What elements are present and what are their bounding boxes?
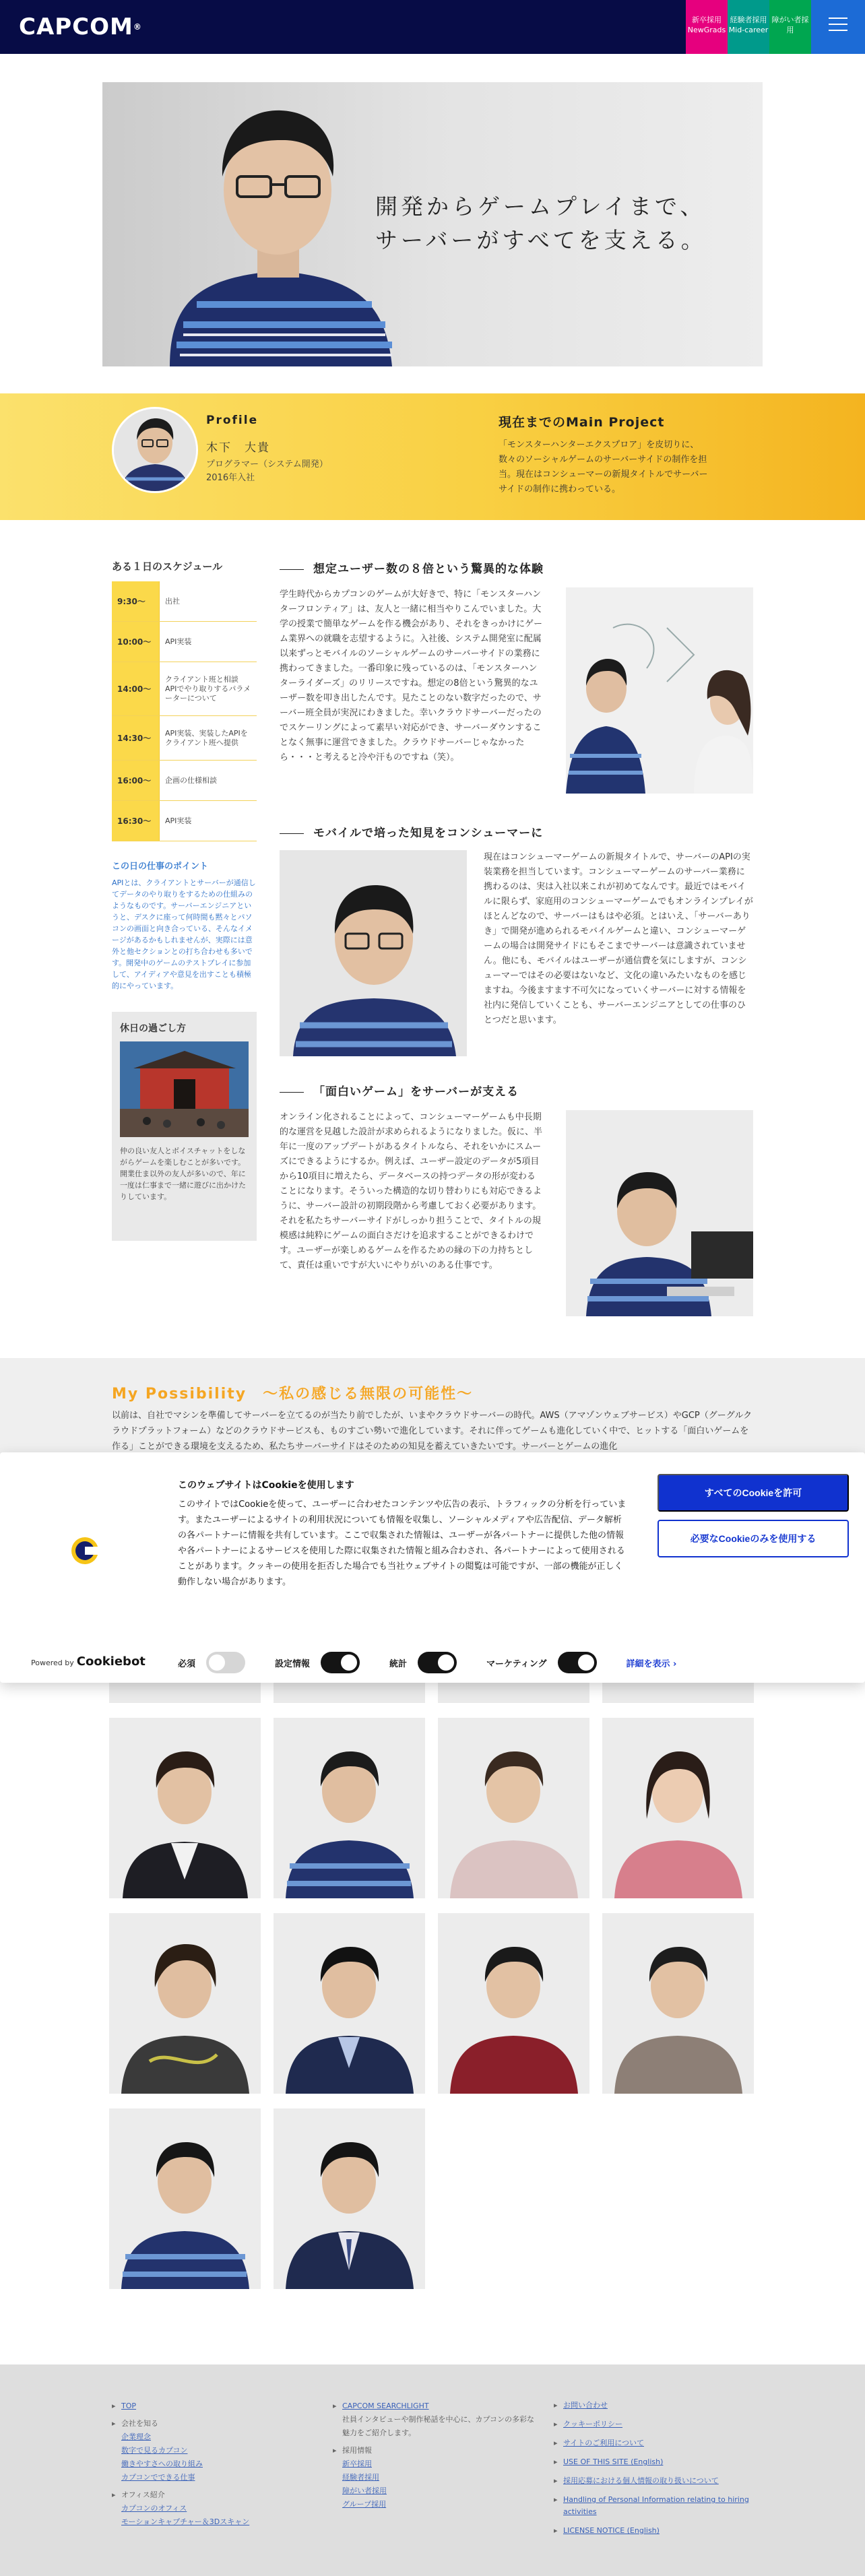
schedule-title: ある１日のスケジュール xyxy=(112,560,223,573)
section-heading: モバイルで培った知見をコンシューマーに xyxy=(280,823,543,840)
cookie-text: このサイトではCookieを使って、ユーザーに合わせたコンテンツや広告の表示、トラフィックの分析を行っています。またユーザーによるサイトの利用状況についても情報を収集し、ソーシャルメディアや広告配信、データ解析の各パートナーに情報を共有しています。ここで収集された情報は、ユーザーが各パートナーに提供した他の情報や各パートナーによるサービスを使用した際に収集された情報と組み合わされ、各パートナーによって使用されることがあります。クッキーの使用を拒否した場合でも当社ウェブサイトの閲覧は可能ですが、一部の機能が正しく動作しない場合があります。 xyxy=(178,1500,627,1587)
necessary-toggle xyxy=(206,1652,245,1673)
schedule-time: 14:30〜 xyxy=(112,716,159,760)
section-heading: 想定ユーザー数の８倍という驚異的な体験 xyxy=(280,559,544,576)
profile-title: Profile xyxy=(206,414,259,427)
schedule-row xyxy=(112,761,257,801)
disability-recruit-button[interactable]: 障がい者採用 xyxy=(769,0,811,54)
staff-card[interactable] xyxy=(109,1718,261,1898)
allow-all-cookies-button[interactable]: すべてのCookieを許可 xyxy=(658,1474,849,1512)
footer-searchlight-desc: 社員インタビューや制作秘話を中心に、カプコンの多彩な魅力をご紹介します。 xyxy=(342,2415,535,2437)
footer-link[interactable]: Handling of Personal Information relating to hiring activities xyxy=(563,2495,749,2516)
holiday-title: 休日の過ごし方 xyxy=(120,1023,186,1034)
schedule-row xyxy=(112,716,257,761)
footer-link[interactable]: LICENSE NOTICE (English) xyxy=(563,2526,660,2535)
footer-link-searchlight[interactable]: CAPCOM SEARCHLIGHT xyxy=(342,2402,429,2410)
schedule-time: 9:30〜 xyxy=(112,581,159,621)
section-text: 学生時代からカプコンのゲームが大好きで、特に「モンスターハンターフロンティア」は、友人と一緒に相当やりこんでいました。大学の授業で簡単なゲームを作る機会があり、それをきっかけにゲーム業界への就職を志望するように。入社後、システム開発室に配属以来ずっとモバイルのソーシャルゲームのサーバーサイドの業務に携わってきました。一番印象に残っているのは、「モンスターハンターライダーズ」のリリースですね。想定の8倍という驚異的なユーザー数を叩き出したんです。見たことのない数字だったので、サーバー班全員が実況にわきました。幸いクラウドサーバーだったのでスケーリングによって素早い対応ができ、サーバーダウンすることなく無事に運営できました。クラウドサーバーじゃなかったら・・・と考えると冷や汗ものですね（笑）。 xyxy=(280,589,543,763)
section-text: オンライン化されることによって、コンシューマーゲームも中長期的な運営を見越した設計が求められるようになりました。仮に、半年に一度のアップデートがあるタイトルなら、それをいかにスムーズにできるようにするか。例えば、ユーザー設定のデータが5項目から10項目に増えたら、データベースの持つデータの形が変わることになります。そういった構造的な切り替わりにも対応できるように、サーバー設計の初期段階から考慮しておく必要があります。それを私たちサーバーサイドがしっかり担うことで、タイトルの規模感は純粋にゲームの面白さだけを追求することができるわけです。ユーザーが楽しめるゲームを作るための縁の下の力持ちとして、責任は重いですが大いにやりがいのある仕事です。 xyxy=(280,1112,543,1270)
project-text: 「モンスターハンターエクスプロア」を皮切りに、数々のソーシャルゲームのサーバーサイドの制作を担当。現在はコンシューマーの新規タイトルでサーバーサイドの制作に携わっている。 xyxy=(499,440,708,494)
toggle-label-statistics: 統計 xyxy=(389,1659,408,1669)
possibility-title: My Possibility 〜私の感じる無限の可能性〜 xyxy=(112,1386,474,1403)
staff-card[interactable] xyxy=(274,1718,425,1898)
staff-card[interactable] xyxy=(602,1913,754,2094)
desk-photo xyxy=(566,1110,753,1316)
necessary-cookies-only-button[interactable]: 必要なCookieのみを使用する xyxy=(658,1520,849,1557)
staff-card[interactable] xyxy=(438,1718,589,1898)
hero-headline: 開発からゲームプレイまで、 サーバーがすべてを支える。 xyxy=(375,193,707,253)
show-details-link[interactable]: 詳細を表示 › xyxy=(626,1659,677,1669)
footer-link[interactable]: 障がい者採用 xyxy=(342,2486,387,2495)
statistics-toggle[interactable] xyxy=(418,1652,457,1673)
staff-card[interactable] xyxy=(274,2108,425,2289)
schedule-time: 16:00〜 xyxy=(112,761,159,800)
schedule-time: 16:30〜 xyxy=(112,801,159,841)
staff-card[interactable] xyxy=(274,1913,425,2094)
newgrads-recruit-button[interactable]: 新卒採用 NewGrads xyxy=(686,0,728,54)
hero-banner xyxy=(102,82,763,366)
profile-name: 木下 大貴 xyxy=(206,441,270,455)
toggle-label-preferences: 設定情報 xyxy=(275,1659,311,1669)
footer-link[interactable]: 数字で見るカプコン xyxy=(121,2446,188,2455)
footer-link[interactable]: モーションキャプチャー＆3Dスキャン xyxy=(121,2517,250,2526)
holiday-photo xyxy=(120,1041,249,1137)
staff-card[interactable] xyxy=(438,1913,589,2094)
schedule-row xyxy=(112,622,257,662)
staff-card[interactable] xyxy=(602,1718,754,1898)
footer-link[interactable]: クッキーポリシー xyxy=(563,2420,622,2428)
staff-card[interactable] xyxy=(109,1913,261,2094)
hero-person-photo xyxy=(143,82,412,366)
schedule-row xyxy=(112,801,257,841)
section-text: 現在はコンシューマーゲームの新規タイトルで、サーバーのAPIの実装業務を担当しています。コンシューマーゲームのサーバー業務に携わるのは、実は入社以来これが初めてなんです。最近ではモバイルに限らず、家庭用のコンシューマーゲームでもオンラインプレイがほとんどなので、サーバーはもはや必須。とはいえ、「サーバーありき」で開発が進められるモバイルゲームと違い、コンシューマーゲームの場合は開発サイドにもそこまでサーバーは意識されていません。他にも、モバイルはユーザーが通信費を気にしますが、コンシューマーではその必要はないなど、文化の違いみたいなものを感じますね。今後ますます不可欠になっていくサーバーに対する情報を社内に発信していくことも、サーバーエンジニアとしての仕事のひとつだと思います。 xyxy=(484,852,753,1025)
footer-link-top[interactable]: TOP xyxy=(121,2402,137,2410)
chevron-right-icon: › xyxy=(673,1659,677,1669)
footer-link[interactable]: カプコンのオフィス xyxy=(121,2504,187,2513)
footer-link[interactable]: 新卒採用 xyxy=(342,2459,372,2468)
toggle-label-marketing: マーケティング xyxy=(486,1659,547,1669)
portrait-photo xyxy=(280,850,467,1056)
footer-link[interactable]: 採用応募における個人情報の取り扱いについて xyxy=(563,2476,719,2485)
cookie-toggles xyxy=(178,1652,676,1673)
toggle-label-necessary: 必須 xyxy=(178,1659,196,1669)
schedule-task: API実装 xyxy=(159,622,257,662)
schedule-task: API実装、実装したAPIをクライアント班へ提供 xyxy=(159,716,257,760)
profile-role: プログラマー（システム開発） xyxy=(206,459,328,470)
schedule-row xyxy=(112,581,257,622)
footer-link[interactable]: USE OF THIS SITE (English) xyxy=(563,2457,664,2466)
point-text: APIとは、クライアントとサーバーが通信してデータのやり取りをするための仕組みのようなものです。サーバーエンジニアというと、デスクに座って何時間も黙々とパソコンの画面と向き合っている、そんなイメージがあるかもしれませんが、実際には意外と他セクションとの打ち合わせも多いです。開発中のゲームのテストプレイに参加して、アイディアや意見を出すことも積極的にやっています。 xyxy=(112,878,256,990)
footer-link[interactable]: グループ採用 xyxy=(342,2500,387,2509)
point-title: この日の仕事のポイント xyxy=(112,862,209,872)
schedule-time: 14:00〜 xyxy=(112,662,159,715)
marketing-toggle[interactable] xyxy=(558,1652,597,1673)
whiteboard-photo xyxy=(566,587,753,794)
project-title: 現在までのMain Project xyxy=(499,415,665,430)
schedule-task: 出社 xyxy=(159,581,257,621)
schedule-task: 企画の仕様相談 xyxy=(159,761,257,800)
powered-by-cookiebot: Powered by Cookiebot xyxy=(31,1654,146,1669)
schedule-row xyxy=(112,662,257,716)
footer-column-1 xyxy=(112,2400,249,2529)
hamburger-menu-icon[interactable] xyxy=(811,0,865,54)
footer-heading-office: オフィス紹介 xyxy=(121,2490,165,2499)
footer-link[interactable]: 働きやすさへの取り組み xyxy=(121,2459,203,2468)
footer-column-2 xyxy=(333,2400,535,2511)
schedule-sidebar xyxy=(112,559,257,1241)
footer-column-3 xyxy=(554,2400,756,2537)
holiday-box xyxy=(112,1012,257,1241)
profile-avatar xyxy=(112,407,198,493)
footer-link[interactable]: サイトのご利用について xyxy=(563,2439,645,2447)
schedule-task: API実装 xyxy=(159,801,257,841)
footer-link[interactable]: カプコンでできる仕事 xyxy=(121,2473,195,2482)
profile-year: 2016年入社 xyxy=(206,473,255,483)
capcom-logo[interactable]: CAPCOM® xyxy=(19,13,142,40)
possibility-text: 以前は、自社でマシンを準備してサーバーを立てるのが当たり前でしたが、いまやクラウドサーバーの時代。AWS（アマゾンウェブサービス）やGCP（グーグルクラウドプラットフォーム）などのクラウドサービスも、ものすごい勢いで進化しています。それに伴ってゲームも進化していく中で、ヒットする「面白いゲームを作る」ことができる環境を支えるため、私たちサーバーサイドはそのための知見を蓄えていきたいです。サーバーとゲームの進化 xyxy=(112,1411,752,1452)
footer-heading-recruit: 採用情報 xyxy=(342,2446,372,2455)
cookie-consent-banner xyxy=(0,1452,865,1683)
schedule-task: クライアント班と相談 APIでやり取りするパラメーターについて xyxy=(159,662,257,715)
section-heading: 「面白いゲーム」をサーバーが支える xyxy=(280,1082,519,1099)
footer-link[interactable]: 経験者採用 xyxy=(342,2473,379,2482)
footer-heading-company: 会社を知る xyxy=(121,2419,158,2428)
cookie-title: このウェブサイトはCookieを使用します xyxy=(178,1480,354,1491)
footer-link[interactable]: お問い合わせ xyxy=(563,2401,608,2410)
footer-link[interactable]: 企業理念 xyxy=(121,2433,151,2441)
holiday-text: 仲の良い友人とボイスチャットをしながらゲームを楽しむことが多いです。開業仕ま以外の友人が多いので、年に一度は仁事まで一緒に遊びに出かけたりしています。 xyxy=(120,1147,246,1201)
site-header xyxy=(0,0,865,54)
cookiebot-c-icon xyxy=(70,1536,100,1566)
staff-card[interactable] xyxy=(109,2108,261,2289)
midcareer-recruit-button[interactable]: 経験者採用 Mid-career xyxy=(728,0,769,54)
profile-band xyxy=(0,393,865,520)
schedule-time: 10:00〜 xyxy=(112,622,159,662)
preferences-toggle[interactable] xyxy=(321,1652,360,1673)
